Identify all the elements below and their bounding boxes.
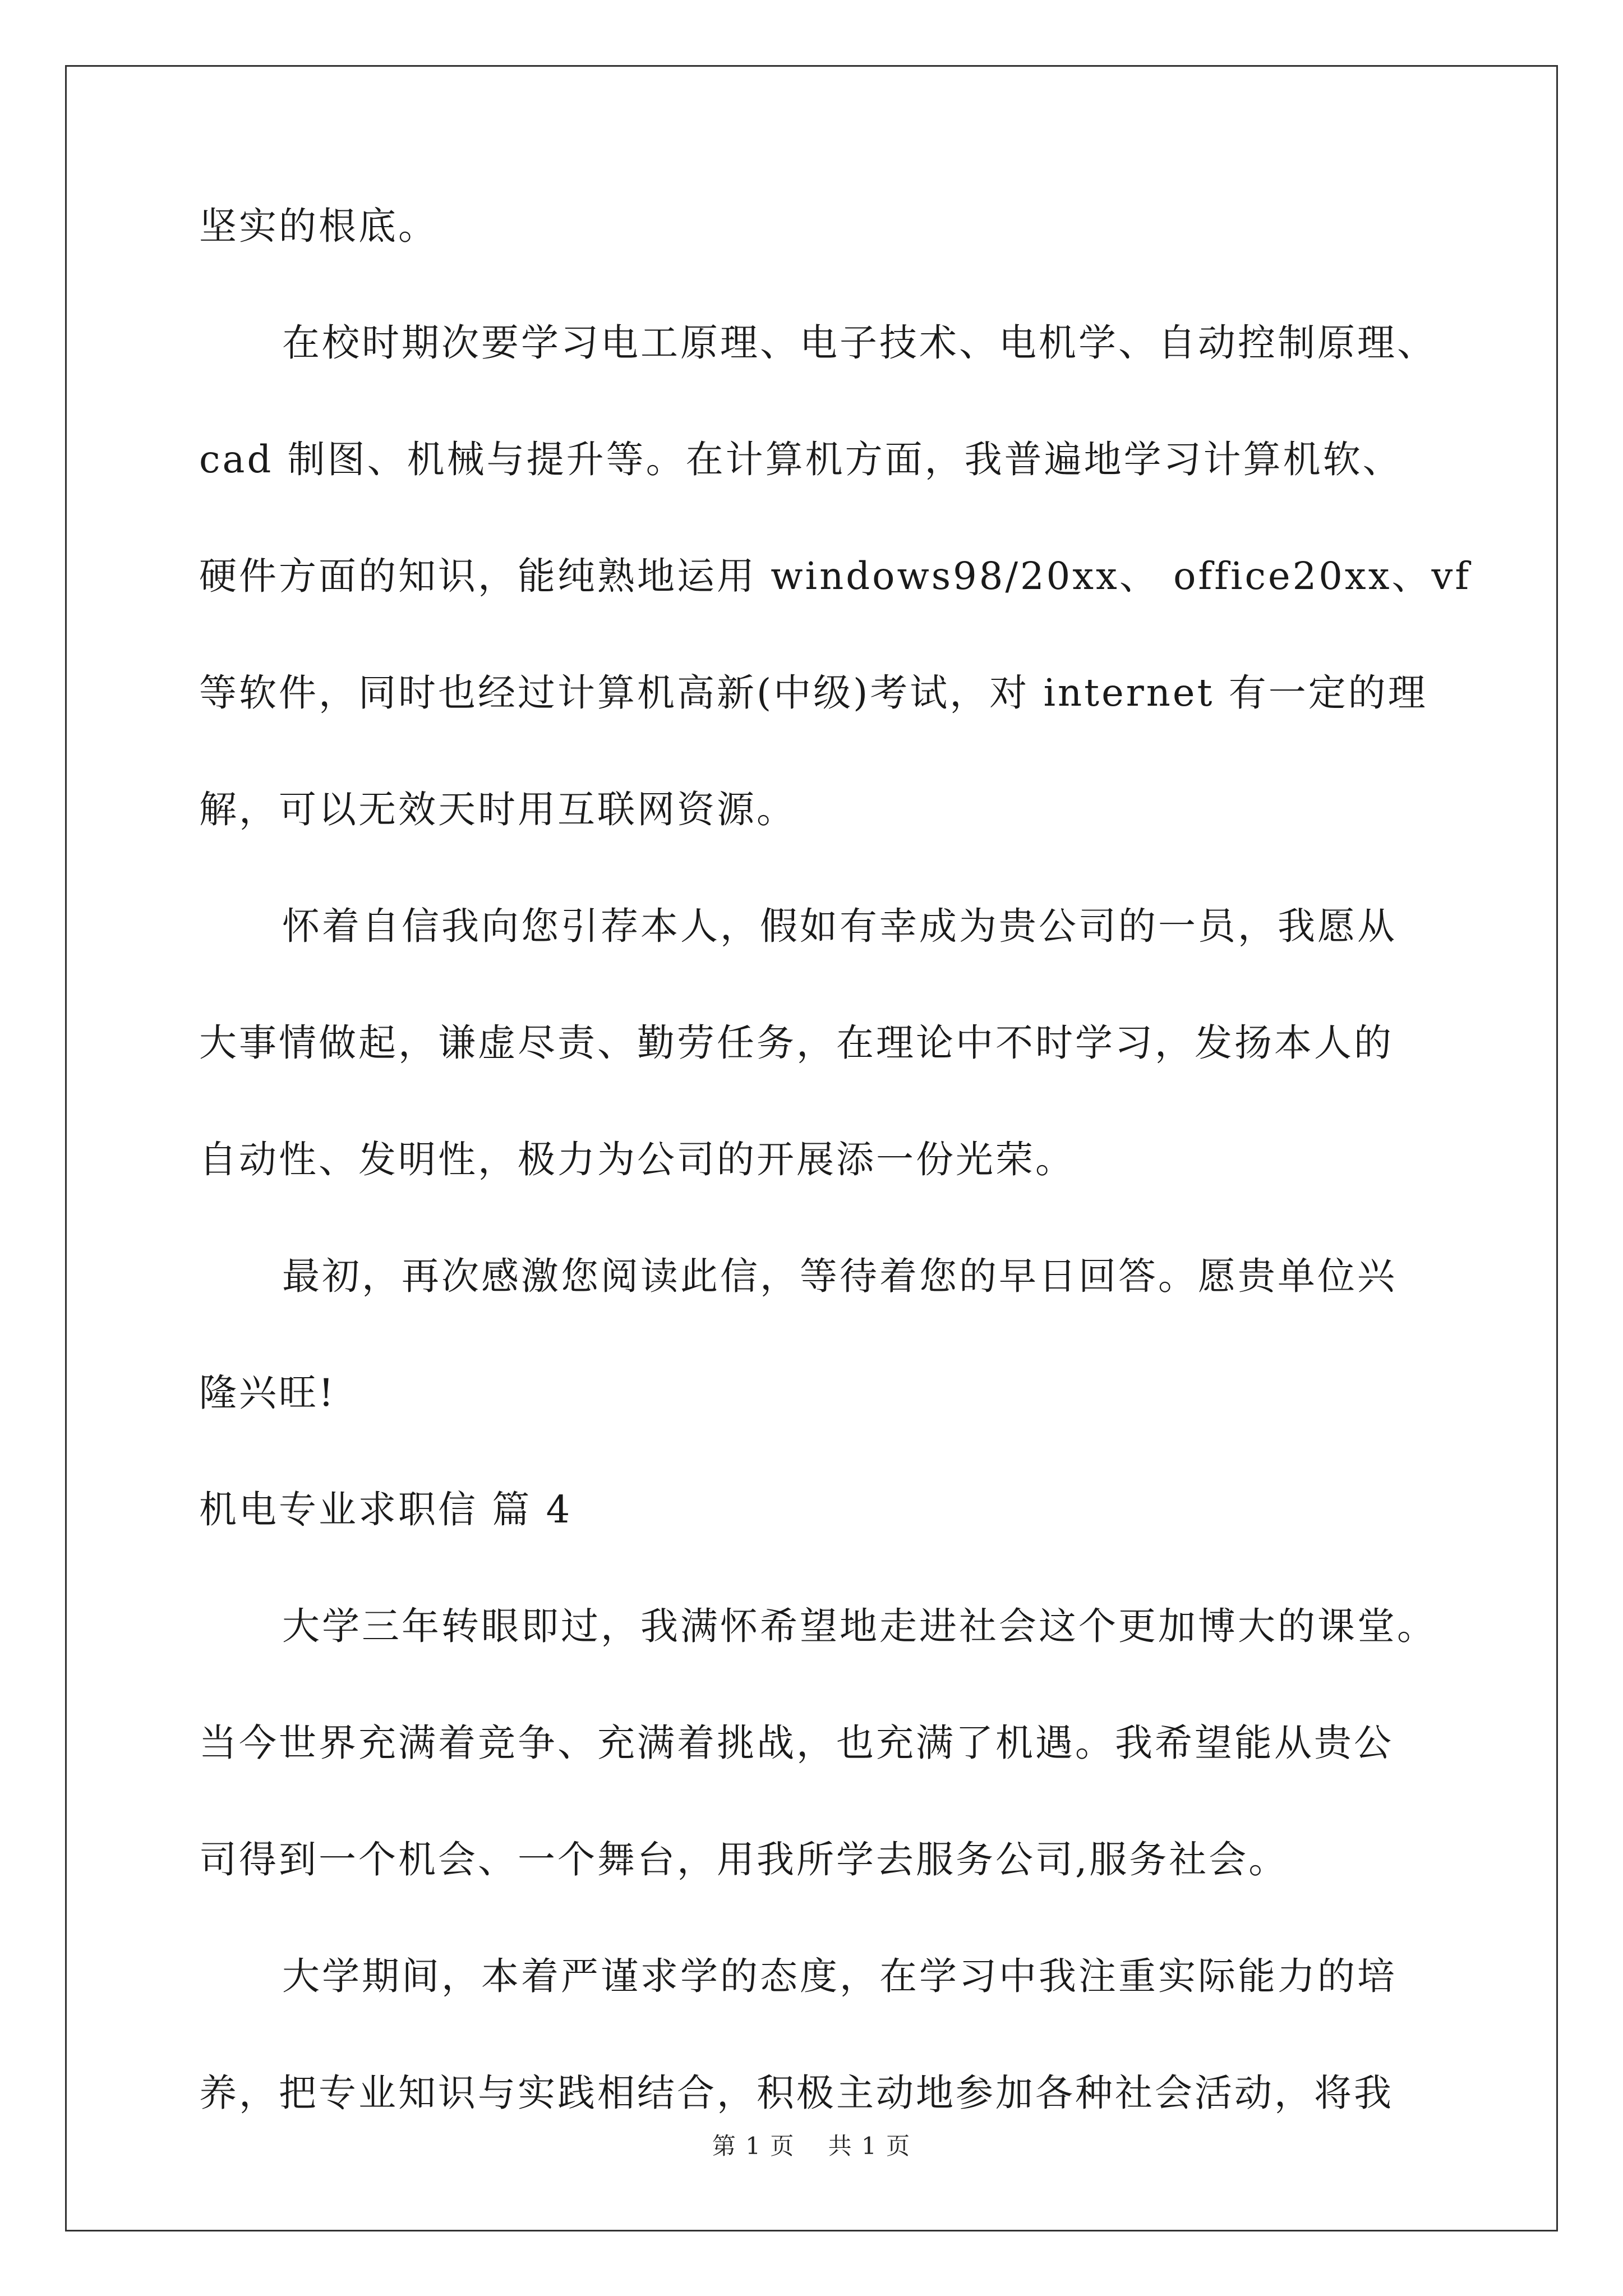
text-line: 硬件方面的知识，能纯熟地运用 windows98/20xx、 office20xx、vf xyxy=(199,554,1472,598)
text-line: 大学三年转眼即过，我满怀希望地走进社会这个更加博大的课堂。 xyxy=(282,1604,1437,1648)
text-line: cad 制图、机械与提升等。在计算机方面，我普遍地学习计算机软、 xyxy=(199,438,1403,481)
text-line: 怀着自信我向您引荐本人，假如有幸成为贵公司的一员，我愿从 xyxy=(282,904,1397,948)
text-line: 大事情做起，谦虚尽责、勤劳任务，在理论中不时学习，发扬本人的 xyxy=(199,1021,1394,1065)
text-line: 坚实的根底。 xyxy=(199,204,438,248)
text-line: 养，把专业知识与实践相结合，积极主动地参加各种社会活动，将我 xyxy=(199,2071,1394,2115)
document-body xyxy=(199,204,1472,2191)
text-line: 当今世界充满着竞争、充满着挑战，也充满了机遇。我希望能从贵公 xyxy=(199,1721,1394,1765)
text-line: 解，可以无效天时用互联网资源。 xyxy=(199,788,796,831)
text-line: 司得到一个机会、一个舞台，用我所学去服务公司,服务社会。 xyxy=(199,1838,1289,1881)
text-line: 在校时期次要学习电工原理、电子技术、电机学、自动控制原理、 xyxy=(282,321,1437,365)
text-line: 隆兴旺! xyxy=(199,1371,336,1415)
text-line: 自动性、发明性，极力为公司的开展添一份光荣。 xyxy=(199,1138,1075,1181)
section-heading: 机电专业求职信 篇 4 xyxy=(199,1488,573,1531)
text-line: 最初，再次感激您阅读此信，等待着您的早日回答。愿贵单位兴 xyxy=(282,1254,1397,1298)
text-line: 大学期间，本着严谨求学的态度，在学习中我注重实际能力的培 xyxy=(282,1954,1397,1998)
text-line: 等软件，同时也经过计算机高新(中级)考试，对 internet 有一定的理 xyxy=(199,671,1428,715)
page-footer: 第 1 页 共 1 页 xyxy=(712,2132,911,2160)
